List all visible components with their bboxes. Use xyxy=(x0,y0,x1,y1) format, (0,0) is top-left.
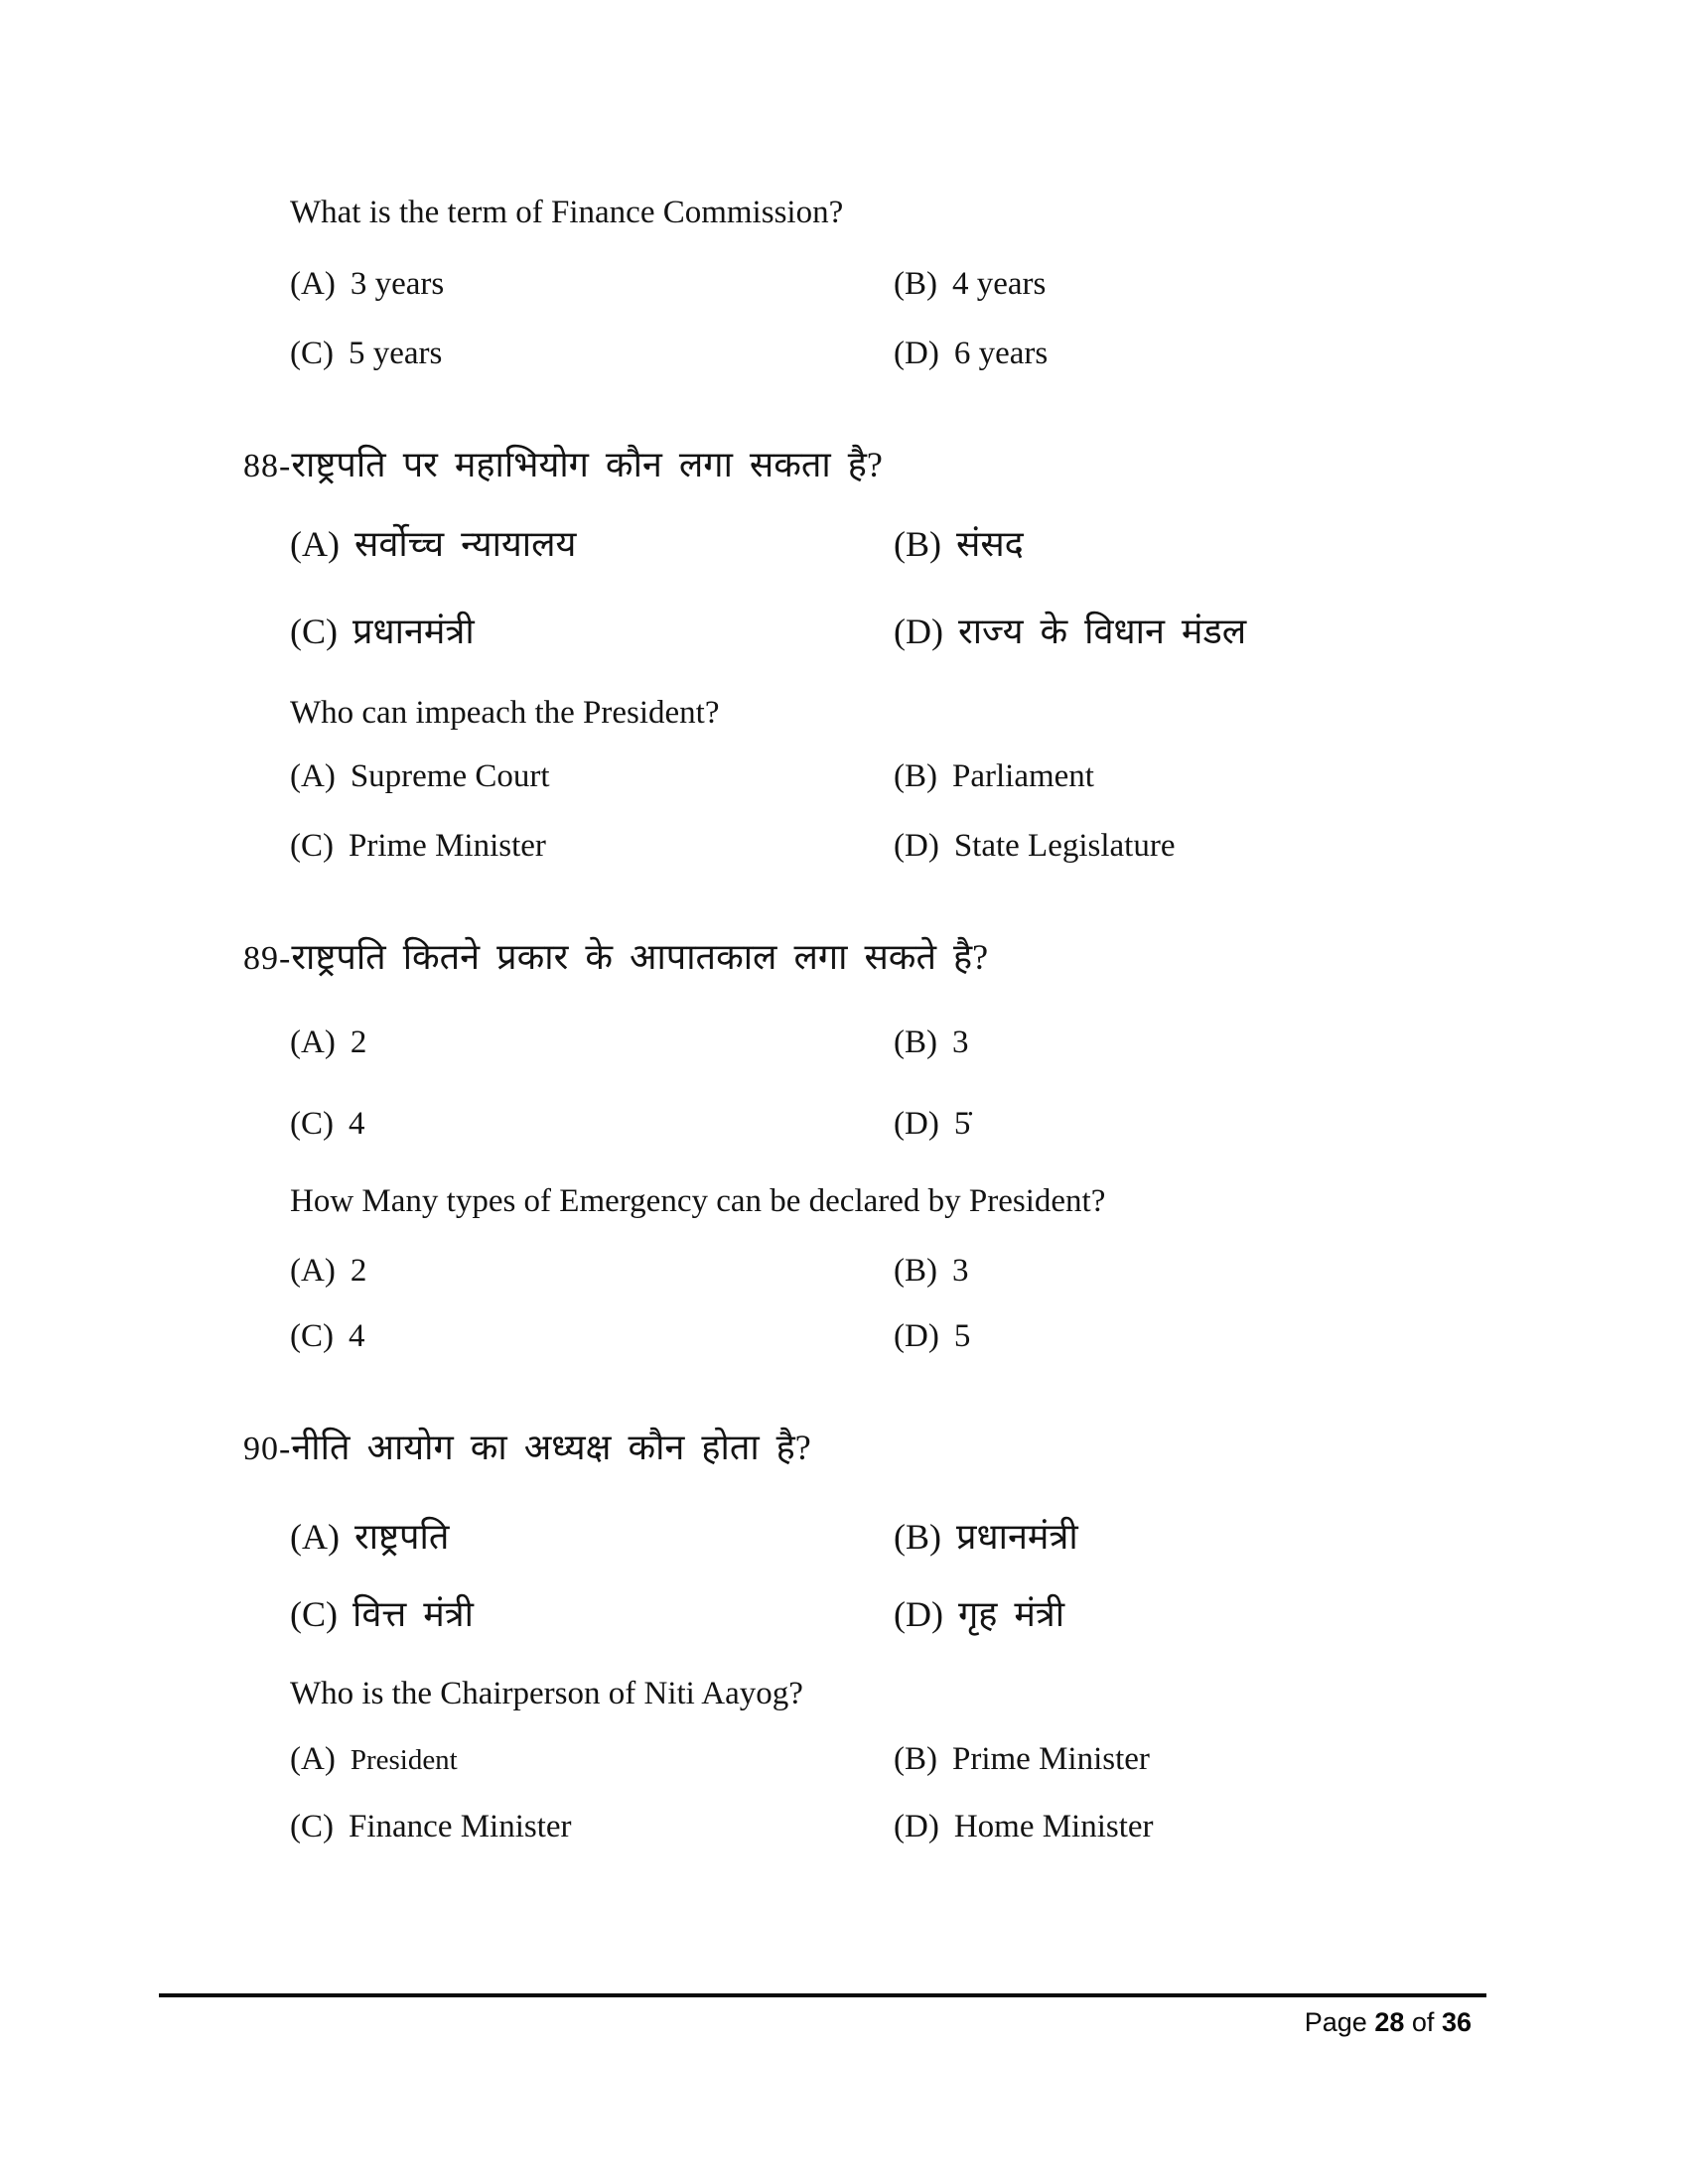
option-label: (D) xyxy=(894,1106,939,1142)
option-text: 5 years xyxy=(349,336,443,371)
option-text: 4 xyxy=(349,1318,365,1354)
option-b xyxy=(894,266,1046,304)
option-text: Supreme Court xyxy=(350,758,550,794)
question-text: Who is the Chairperson of Niti Aayog? xyxy=(290,1676,803,1711)
option-c xyxy=(290,1318,365,1356)
option-a xyxy=(290,1517,449,1558)
option-c xyxy=(290,828,546,866)
footer-of-label: of xyxy=(1411,2007,1435,2037)
option-b xyxy=(894,1024,969,1062)
option-text: प्रधानमंत्री xyxy=(956,1517,1078,1557)
option-c xyxy=(290,1594,474,1635)
option-label: (A) xyxy=(290,1253,336,1289)
option-b xyxy=(894,1741,1150,1779)
option-b xyxy=(894,1253,969,1291)
option-label: (B) xyxy=(894,1253,937,1289)
footer-page-label: Page xyxy=(1304,2007,1367,2037)
option-text: 6 years xyxy=(953,336,1049,371)
option-text: 4 years xyxy=(952,266,1047,302)
option-label: (B) xyxy=(894,1741,937,1777)
option-label: (C) xyxy=(290,1594,338,1634)
question-number: 90- xyxy=(243,1431,292,1467)
option-label: (D) xyxy=(894,828,939,864)
option-label: (A) xyxy=(290,524,340,564)
option-a xyxy=(290,758,550,796)
option-label: (C) xyxy=(290,612,338,651)
question-text: राष्ट्रपति कितने प्रकार के आपातकाल लगा सकते है? xyxy=(291,937,989,977)
option-a xyxy=(290,266,444,304)
option-text: 4 xyxy=(349,1106,365,1142)
footer-total-pages: 36 xyxy=(1441,2007,1472,2037)
option-label: (A) xyxy=(290,1024,336,1060)
option-label: (C) xyxy=(290,828,334,864)
option-label: (B) xyxy=(894,524,941,564)
option-text: 3 xyxy=(952,1024,969,1060)
footer-page-number: 28 xyxy=(1374,2007,1405,2037)
option-text: State Legislature xyxy=(953,828,1176,864)
option-text: 3 xyxy=(952,1253,969,1289)
option-label: (B) xyxy=(894,1024,937,1060)
option-d xyxy=(894,612,1246,652)
option-text: 5̇ xyxy=(953,1106,971,1142)
option-text: संसद xyxy=(956,524,1024,564)
option-text: President xyxy=(350,1744,458,1776)
option-a xyxy=(290,1024,366,1062)
option-text: गृह मंत्री xyxy=(957,1594,1065,1634)
option-text: Finance Minister xyxy=(349,1809,572,1844)
option-text: राज्य के विधान मंडल xyxy=(957,612,1247,651)
question-88-english xyxy=(0,695,1688,733)
option-c xyxy=(290,612,475,652)
option-label: (A) xyxy=(290,266,336,302)
option-label: (A) xyxy=(290,1517,340,1557)
option-d xyxy=(894,1106,970,1144)
option-label: (B) xyxy=(894,266,937,302)
option-label: (C) xyxy=(290,1809,334,1844)
question-89-english xyxy=(0,1183,1688,1221)
option-label: (D) xyxy=(894,336,939,371)
option-label: (D) xyxy=(894,1809,939,1844)
option-d xyxy=(894,1594,1064,1635)
option-c xyxy=(290,1106,365,1144)
option-text: राष्ट्रपति xyxy=(353,1517,450,1557)
option-a xyxy=(290,1741,458,1779)
option-label: (A) xyxy=(290,758,336,794)
question-text: What is the term of Finance Commission? xyxy=(290,195,844,230)
option-b xyxy=(894,1517,1078,1558)
option-label: (A) xyxy=(290,1741,336,1777)
option-text: 3 years xyxy=(350,266,445,302)
question-text: Who can impeach the President? xyxy=(290,695,720,731)
option-label: (D) xyxy=(894,1594,943,1634)
question-text: नीति आयोग का अध्यक्ष कौन होता है? xyxy=(291,1428,811,1467)
option-c xyxy=(290,1809,572,1846)
option-label: (D) xyxy=(894,612,943,651)
option-text: 2 xyxy=(350,1024,367,1060)
option-label: (C) xyxy=(290,1106,334,1142)
question-88-hindi xyxy=(0,445,1688,485)
option-text: Prime Minister xyxy=(952,1741,1150,1777)
option-b xyxy=(894,758,1094,796)
option-text: 5 xyxy=(953,1318,971,1354)
option-text: Home Minister xyxy=(953,1809,1154,1844)
option-d xyxy=(894,336,1048,373)
footer-page-indicator xyxy=(1305,2007,1472,2038)
option-text: वित्त मंत्री xyxy=(352,1594,474,1634)
option-d xyxy=(894,1809,1154,1846)
footer-divider xyxy=(159,1993,1486,1997)
option-label: (B) xyxy=(894,758,937,794)
question-number: 89- xyxy=(243,940,292,977)
question-90-hindi xyxy=(0,1428,1688,1468)
option-text: Parliament xyxy=(952,758,1094,794)
option-d xyxy=(894,1318,970,1356)
question-text: राष्ट्रपति पर महाभियोग कौन लगा सकता है? xyxy=(291,445,883,484)
option-text: प्रधानमंत्री xyxy=(352,612,475,651)
option-text: 2 xyxy=(350,1253,367,1289)
question-text: How Many types of Emergency can be declared by President? xyxy=(290,1183,1106,1219)
option-label: (B) xyxy=(894,1517,941,1557)
option-a xyxy=(290,1253,366,1291)
option-a xyxy=(290,524,576,565)
option-c xyxy=(290,336,442,373)
option-b xyxy=(894,524,1024,565)
option-text: सर्वोच्च न्यायालय xyxy=(353,524,577,564)
question-number: 88- xyxy=(243,448,292,484)
question-89-hindi xyxy=(0,937,1688,978)
question-87-english xyxy=(0,195,1688,232)
option-label: (C) xyxy=(290,1318,334,1354)
question-90-english xyxy=(0,1676,1688,1713)
option-label: (D) xyxy=(894,1318,939,1354)
option-text: Prime Minister xyxy=(349,828,546,864)
option-label: (C) xyxy=(290,336,334,371)
option-d xyxy=(894,828,1175,866)
